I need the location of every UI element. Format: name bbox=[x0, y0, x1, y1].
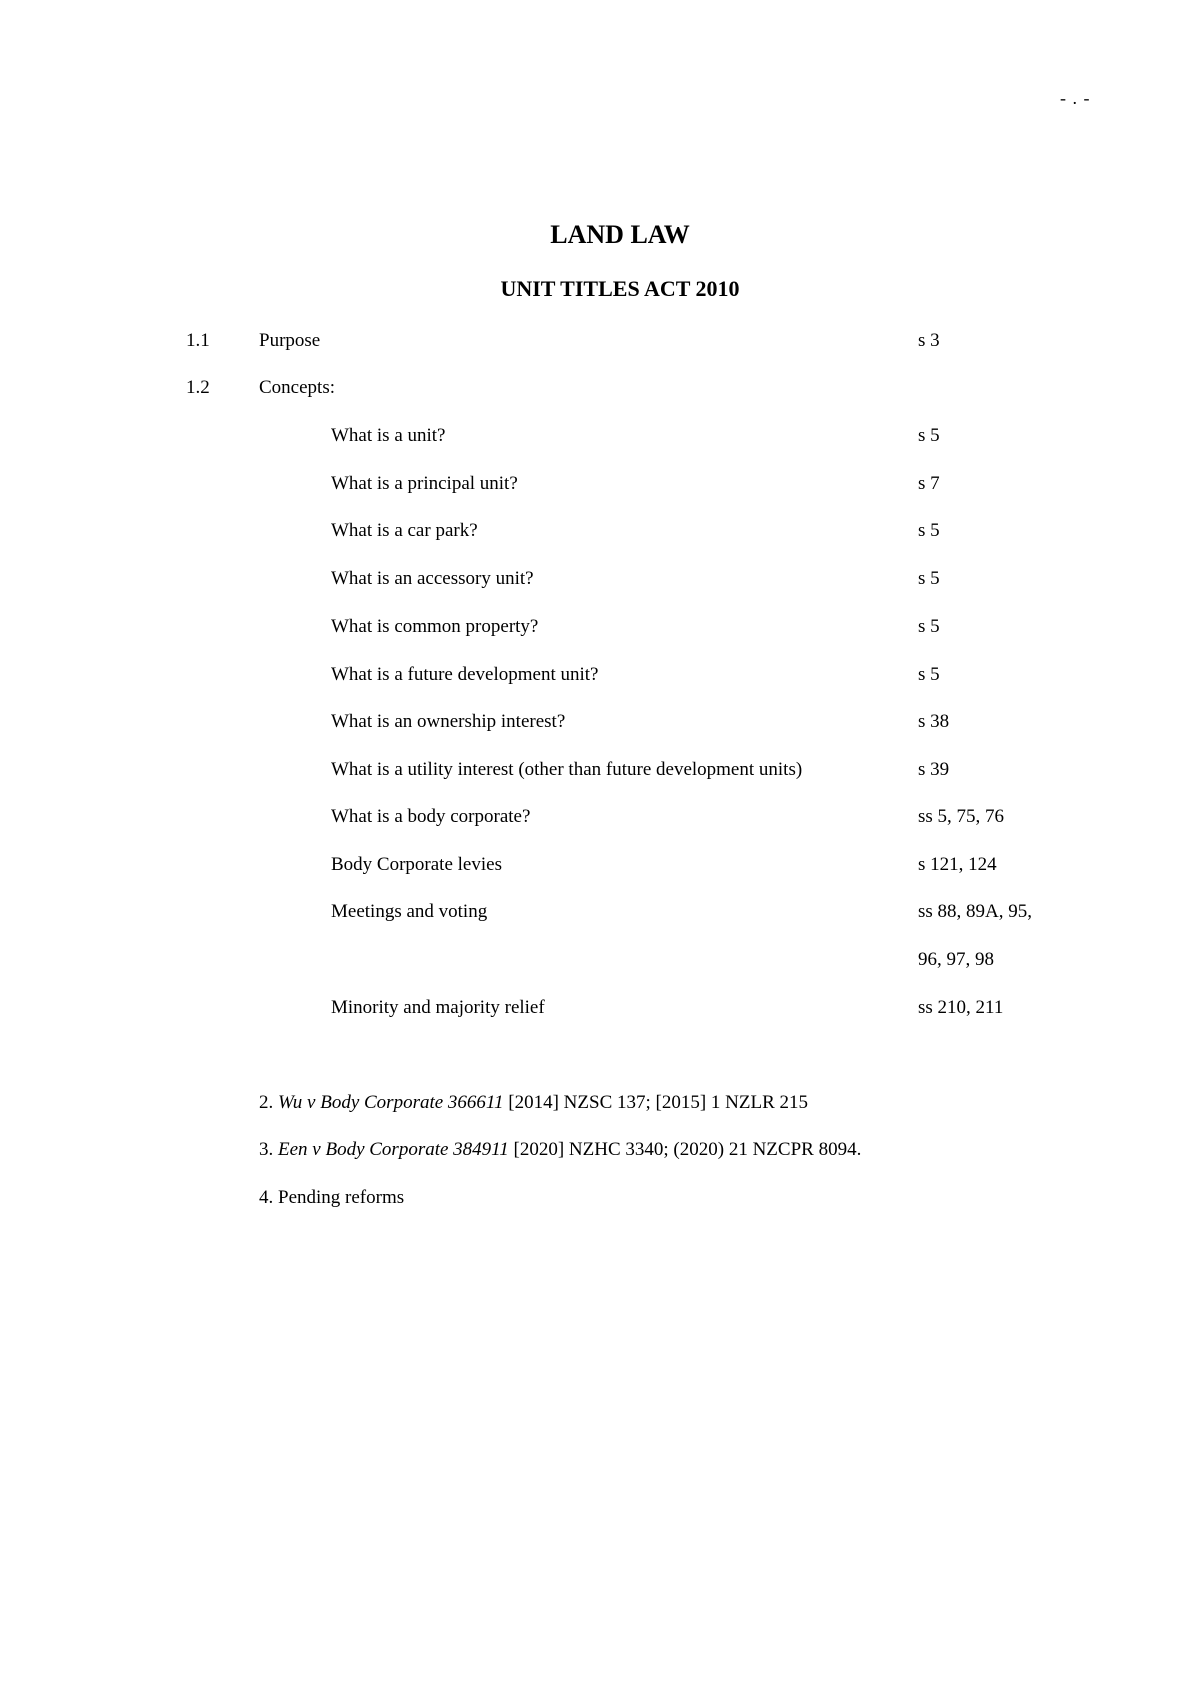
concept-row bbox=[0, 664, 1200, 690]
statute-reference: s 5 bbox=[918, 616, 940, 637]
case-citation: [2014] NZSC 137; [2015] 1 NZLR 215 bbox=[503, 1092, 809, 1113]
concept-row bbox=[0, 520, 1200, 546]
concept-label: Body Corporate levies bbox=[331, 854, 502, 875]
statute-reference: s 3 bbox=[918, 330, 940, 351]
concept-label: What is common property? bbox=[331, 616, 539, 637]
concept-label: What is an accessory unit? bbox=[331, 568, 534, 589]
statute-reference: s 5 bbox=[918, 520, 940, 541]
statute-reference: ss 5, 75, 76 bbox=[918, 806, 1005, 827]
case-item bbox=[259, 1092, 808, 1114]
case-number: 4. bbox=[259, 1187, 278, 1208]
statute-reference: s 39 bbox=[918, 759, 950, 780]
section-number: 1.1 bbox=[186, 330, 210, 351]
section-row bbox=[0, 330, 1200, 356]
case-citation: Pending reforms bbox=[278, 1187, 405, 1208]
concept-label: Minority and majority relief bbox=[331, 997, 545, 1018]
section-row bbox=[0, 377, 1200, 403]
statute-reference: s 7 bbox=[918, 473, 940, 494]
statute-reference: s 5 bbox=[918, 425, 940, 446]
concept-row bbox=[0, 806, 1200, 832]
case-name: Wu v Body Corporate 366611 bbox=[278, 1092, 504, 1113]
concept-row bbox=[0, 997, 1200, 1023]
section-label: Concepts: bbox=[259, 377, 335, 398]
concept-row bbox=[0, 568, 1200, 594]
document-title: LAND LAW bbox=[550, 220, 690, 249]
statute-reference: s 5 bbox=[918, 568, 940, 589]
concept-row bbox=[0, 949, 1200, 975]
concept-label: What is a utility interest (other than future development units) bbox=[331, 759, 803, 780]
concept-label: What is a unit? bbox=[331, 425, 446, 446]
document-subtitle: UNIT TITLES ACT 2010 bbox=[500, 276, 740, 301]
case-item bbox=[259, 1139, 861, 1161]
concept-row bbox=[0, 425, 1200, 451]
case-name: Een v Body Corporate 384911 bbox=[278, 1139, 509, 1160]
case-citation: [2020] NZHC 3340; (2020) 21 NZCPR 8094. bbox=[508, 1139, 862, 1160]
page-number: - . - bbox=[1060, 88, 1091, 108]
concept-label: What is a future development unit? bbox=[331, 664, 599, 685]
concept-row bbox=[0, 473, 1200, 499]
concept-label: What is a body corporate? bbox=[331, 806, 531, 827]
concept-row bbox=[0, 854, 1200, 880]
concept-label: Meetings and voting bbox=[331, 901, 488, 922]
concept-row bbox=[0, 759, 1200, 785]
case-item bbox=[259, 1187, 404, 1209]
case-number: 3. bbox=[259, 1139, 278, 1160]
concept-row bbox=[0, 616, 1200, 642]
concept-row bbox=[0, 711, 1200, 737]
statute-reference: ss 88, 89A, 95, bbox=[918, 901, 1033, 922]
concept-label: What is a principal unit? bbox=[331, 473, 518, 494]
section-number: 1.2 bbox=[186, 377, 210, 398]
case-number: 2. bbox=[259, 1092, 278, 1113]
statute-reference: s 38 bbox=[918, 711, 950, 732]
statute-reference: ss 210, 211 bbox=[918, 997, 1004, 1018]
statute-reference: 96, 97, 98 bbox=[918, 949, 994, 970]
concept-label: What is an ownership interest? bbox=[331, 711, 566, 732]
statute-reference: s 121, 124 bbox=[918, 854, 997, 875]
concept-label: What is a car park? bbox=[331, 520, 478, 541]
section-label: Purpose bbox=[259, 330, 321, 351]
statute-reference: s 5 bbox=[918, 664, 940, 685]
concept-row bbox=[0, 901, 1200, 927]
